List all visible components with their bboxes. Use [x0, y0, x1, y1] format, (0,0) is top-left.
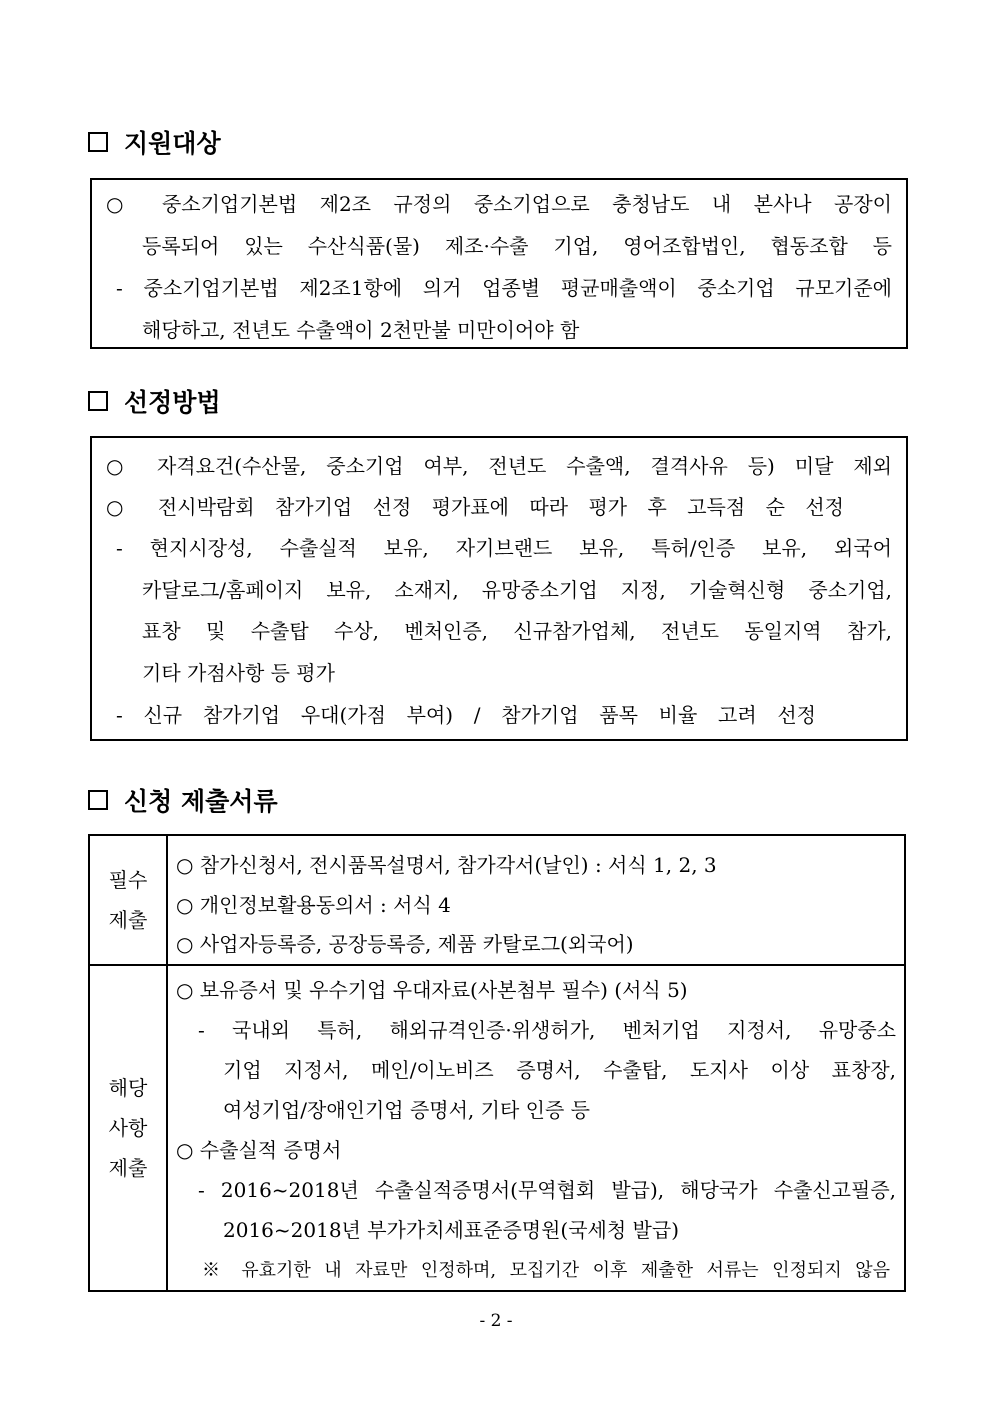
- category-cell: [89, 965, 167, 1291]
- optional-doc-line: 기업 지정서, 메인/이노비즈 증명서, 수출탑, 도지사 이상 표창장,: [223, 1058, 896, 1082]
- selection-line: 카달로그/홈페이지 보유, 소재지, 유망중소기업 지정, 기술혁신형 중소기업,: [142, 578, 892, 602]
- category-cell: [89, 835, 167, 965]
- optional-doc-line: - 국내외 특허, 해외규격인증·위생허가, 벤처기업 지정서, 유망중소: [198, 1018, 896, 1042]
- checkbox-square-icon: [88, 132, 108, 152]
- optional-doc-line: ○ 수출실적 증명서: [176, 1138, 342, 1162]
- selection-box: [90, 436, 908, 741]
- checkbox-square-icon: [88, 391, 108, 411]
- required-doc-line: ○ 개인정보활용동의서 : 서식 4: [176, 893, 451, 917]
- content-cell: [167, 835, 905, 965]
- optional-doc-line: ○ 보유증서 및 우수기업 우대자료(사본첨부 필수) (서식 5): [176, 978, 688, 1002]
- category-text: 해당: [108, 1076, 148, 1100]
- category-text: 사항: [108, 1116, 148, 1140]
- eligibility-line: 등록되어 있는 수산식품(물) 제조·수출 기업, 영어조합법인, 협동조합 등: [142, 234, 892, 258]
- optional-doc-line: - 2016~2018년 수출실적증명서(무역협회 발급), 해당국가 수출신고필증,: [198, 1178, 896, 1202]
- required-doc-line: ○ 사업자등록증, 공장등록증, 제품 카탈로그(외국어): [176, 932, 634, 956]
- eligibility-box: [90, 178, 908, 349]
- documents-table: [88, 834, 906, 1292]
- selection-line: ○ 전시박람회 참가기업 선정 평가표에 따라 평가 후 고득점 순 선정: [106, 495, 844, 519]
- eligibility-line: 해당하고, 전년도 수출액이 2천만불 미만이어야 함: [142, 318, 580, 342]
- selection-line: ○ 자격요건(수산물, 중소기업 여부, 전년도 수출액, 결격사유 등) 미달 제외: [106, 454, 892, 478]
- eligibility-line: ○ 중소기업기본법 제2조 규정의 중소기업으로 충청남도 내 본사나 공장이: [106, 192, 892, 216]
- table-row: [89, 965, 905, 1291]
- category-text: 필수: [108, 868, 148, 892]
- section-title-documents: 신청 제출서류: [88, 782, 278, 818]
- section-title-selection: 선정방법: [88, 383, 221, 419]
- section-title-eligibility: 지원대상: [88, 124, 221, 160]
- checkbox-square-icon: [88, 790, 108, 810]
- optional-doc-line: 2016~2018년 부가가치세표준증명원(국세청 발급): [223, 1218, 679, 1242]
- optional-doc-line: 여성기업/장애인기업 증명서, 기타 인증 등: [223, 1098, 590, 1122]
- selection-line: 기타 가점사항 등 평가: [142, 661, 335, 685]
- notice-line: ※ 유효기한 내 자료만 인정하며, 모집기간 이후 제출한 서류는 인정되지 않음: [202, 1260, 890, 1281]
- content-cell: [167, 965, 905, 1291]
- category-text: 제출: [108, 908, 148, 932]
- selection-line: - 신규 참가기업 우대(가점 부여) / 참가기업 품목 비율 고려 선정: [116, 703, 816, 727]
- eligibility-line: - 중소기업기본법 제2조1항에 의거 업종별 평균매출액이 중소기업 규모기준에: [116, 276, 892, 300]
- required-doc-line: ○ 참가신청서, 전시품목설명서, 참가각서(날인) : 서식 1, 2, 3: [176, 853, 717, 877]
- table-row: [89, 835, 905, 965]
- category-text: 제출: [108, 1156, 148, 1180]
- page-number: - 2 -: [479, 1311, 513, 1331]
- selection-line: 표창 및 수출탑 수상, 벤처인증, 신규참가업체, 전년도 동일지역 참가,: [142, 619, 892, 643]
- selection-line: - 현지시장성, 수출실적 보유, 자기브랜드 보유, 특허/인증 보유, 외국어: [116, 536, 892, 560]
